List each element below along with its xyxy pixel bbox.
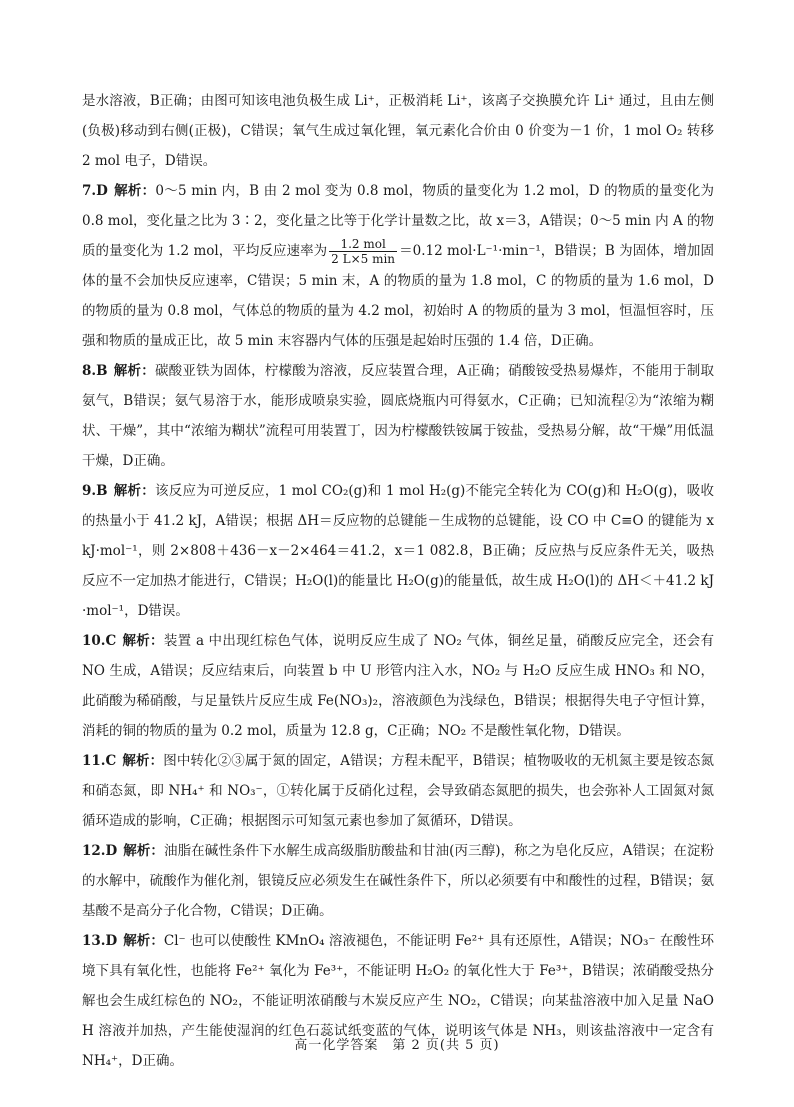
analysis-label: 解析：: [113, 483, 155, 499]
analysis-label: 解析：: [123, 933, 164, 949]
answer-number: 10.C: [82, 633, 117, 649]
answer-number: 9.B: [82, 483, 108, 499]
analysis-label: 解析：: [113, 183, 156, 199]
answer-text: 油脂在碱性条件下水解生成高级脂肪酸盐和甘油(丙三醇)，称之为皂化反应，A错误；在淀粉的水解中，硫酸作为催化剂，银镜反应必须发生在碱性条件下，所以必须要有中和酸性的过程，B错误；氨基酸不是高分子化合物，C错误；D正确。: [82, 843, 714, 919]
answer-text: 图中转化②③属于氮的固定，A错误；方程未配平，B错误；植物吸收的无机氮主要是铵态氮和硝态氮，即 NH₄⁺ 和 NO₃⁻，①转化属于反硝化过程，会导致硝态氮肥的损失，也会弥补人工固氮对氮循环造成的影响，C正确；根据图示可知氢元素也参加了氮循环，D错误。: [82, 753, 715, 829]
fraction-numerator: 1.2 mol: [329, 237, 397, 252]
answer-content: [82, 86, 714, 1076]
answer-number: 12.D: [82, 843, 118, 859]
answer-text: 0～5 min 内，B 由 2 mol 变为 0.8 mol，物质的量变化为 1.2 mol，D 的物质的量变化为 0.8 mol，变化量之比为 3∶2，变化量之比等于化学计量数之比，故 x＝3，A错误；0～5 min 内 A 的物质的量变化为 1.2 mol，平均反应速率为: [82, 183, 715, 259]
page-footer: 高一化学答案 第 2 页(共 5 页): [294, 1038, 500, 1053]
answer-number: 8.B: [82, 363, 108, 379]
answer-item-7: [82, 176, 714, 356]
answer-item-10: [82, 626, 714, 746]
analysis-label: 解析：: [122, 633, 164, 649]
answer-item-13: [82, 926, 714, 1076]
continued-paragraph: 是水溶液，B正确；由图可知该电池负极生成 Li⁺，正极消耗 Li⁺，该离子交换膜允许 Li⁺ 通过，且由左侧(负极)移动到右侧(正极)，C错误；氧气生成过氧化锂，氧元素化合价由 0 价变为－1 价，1 mol O₂ 转移 2 mol 电子，D错误。: [82, 93, 714, 169]
answer-item-9: [82, 476, 714, 626]
answer-number: 7.D: [82, 183, 108, 199]
analysis-label: 解析：: [123, 843, 165, 859]
answer-text: 该反应为可逆反应，1 mol CO₂(g)和 1 mol H₂(g)不能完全转化为 CO(g)和 H₂O(g)，吸收的热量小于 41.2 kJ，A错误；根据 ΔH＝反应物的总键能－生成物的总键能，设 CO 中 C≡O 的键能为 x kJ·mol⁻¹，则 2×808＋436－x－2×464＝41.2，x＝1 082.8，B正确；反应热与反应条件无关，吸热反应不一定加热才能进行，C错误；H₂O(l)的能量比 H₂O(g)的能量低，故生成 H₂O(l)的 ΔH＜＋41.2 kJ·mol⁻¹，D错误。: [82, 483, 714, 619]
answer-text: 装置 a 中出现红棕色气体，说明反应生成了 NO₂ 气体，铜丝足量，硝酸反应完全，还会有 NO 生成，A错误；反应结束后，向装置 b 中 U 形管内注入水，NO₂ 与 H₂O 反应生成 HNO₃ 和 NO，此硝酸为稀硝酸，与足量铁片反应生成 Fe(NO₃)₂，溶液颜色为浅绿色，B错误；根据得失电子守恒计算，消耗的铜的物质的量为 0.2 mol，质量为 12.8 g，C正确；NO₂ 不是酸性氧化物，D错误。: [82, 633, 714, 739]
analysis-label: 解析：: [113, 363, 155, 379]
answer-item-11: [82, 746, 714, 836]
answer-number: 13.D: [82, 933, 118, 949]
answer-text-cont: ＝0.12 mol·L⁻¹·min⁻¹，B错误；B 为固体，增加固体的量不会加快反应速率，C错误；5 min 末，A 的物质的量为 1.8 mol，C 的物质的量为 1.6 mol，D 的物质的量为 0.8 mol，气体总的物质的量为 4.2 mol，初始时 A 的物质的量为 3 mol，恒温恒容时，压强和物质的量成正比，故 5 min 末容器内气体的压强是起始时压强的 1.4 倍，D正确。: [82, 243, 714, 349]
rate-fraction: [329, 237, 397, 266]
analysis-label: 解析：: [122, 753, 164, 769]
answer-text: Cl⁻ 也可以使酸性 KMnO₄ 溶液褪色，不能证明 Fe²⁺ 具有还原性，A错误；NO₃⁻ 在酸性环境下具有氧化性，也能将 Fe²⁺ 氧化为 Fe³⁺，不能证明 H₂O₂ 的氧化性大于 Fe³⁺，B错误；浓硝酸受热分解也会生成红棕色的 NO₂，不能证明浓硝酸与木炭反应产生 NO₂，C错误；向某盐溶液中加入足量 NaOH 溶液并加热，产生能使湿润的红色石蕊试纸变蓝的气体，说明该气体是 NH₃，则该盐溶液中一定含有 NH₄⁺，D正确。: [82, 933, 714, 1069]
fraction-denominator: 2 L×5 min: [331, 252, 396, 266]
answer-text: 碳酸亚铁为固体，柠檬酸为溶液，反应装置合理，A正确；硝酸铵受热易爆炸，不能用于制取氨气，B错误；氨气易溶于水，能形成喷泉实验，圆底烧瓶内可得氨水，C正确；已知流程②为“浓缩为糊状、干燥”，其中“浓缩为糊状”流程可用装置丁，因为柠檬酸铁铵属于铵盐，受热易分解，故“干燥”用低温干燥，D正确。: [82, 363, 715, 469]
answer-item-12: [82, 836, 714, 926]
answer-number: 11.C: [82, 753, 117, 769]
answer-item-8: [82, 356, 714, 476]
